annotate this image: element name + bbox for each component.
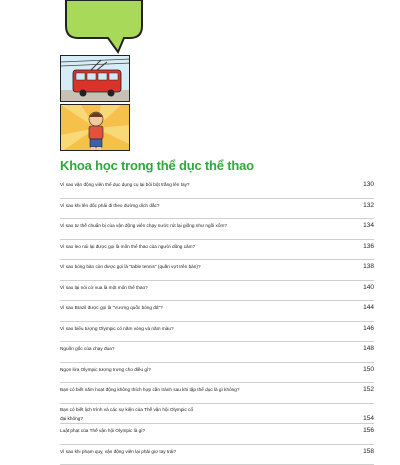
toc-item-page: 148 — [363, 345, 374, 352]
toc-item-page: 150 — [363, 366, 374, 373]
toc-item[interactable] — [60, 281, 374, 302]
toc-item[interactable] — [60, 240, 374, 261]
toc-item-page: 158 — [363, 448, 374, 455]
toc-item-page: 132 — [363, 202, 374, 209]
toc-item-page: 156 — [363, 427, 374, 434]
toc-item-page: 134 — [363, 222, 374, 229]
toc-item[interactable] — [60, 199, 374, 220]
toc-item-title: Bạn có biết năm hoạt động không thích hợp cần tránh sau khi tập thể dục là gì không? — [60, 387, 240, 392]
toc-item[interactable] — [60, 322, 374, 343]
toc-item[interactable] — [60, 383, 374, 404]
section-title: Khoa học trong thể dục thể thao — [60, 158, 254, 173]
toc-item-page: 136 — [363, 243, 374, 250]
toc-item-title: Vì sao khi lên dốc phải đi theo đường dích dắc? — [60, 203, 160, 208]
toc-item-title: Ngọn lửa Olympic tượng trưng cho điều gì? — [60, 367, 151, 372]
toc-item-title: Vì sao bóng bàn còn được gọi là "table tennis" (quần vợt trên bàn)? — [60, 264, 201, 269]
toc-item-page: 154 — [363, 415, 374, 422]
toc-item-title: Vì sao leo núi lại được gọi là môn thể thao của người dũng cảm? — [60, 244, 195, 249]
toc-item[interactable] — [60, 404, 374, 425]
toc-item[interactable] — [60, 219, 374, 240]
toc-item-title-line1: Bạn có biết lịch trình và các sự kiện của Thế vận hội Olympic cổ — [60, 407, 193, 412]
toc-item[interactable] — [60, 260, 374, 281]
table-of-contents — [60, 178, 374, 465]
toc-item-title: Vì sao lại nói cờ vua là một môn thể thao? — [60, 285, 148, 290]
toc-item-page: 130 — [363, 181, 374, 188]
toc-item-title: Vì sao biểu tượng Olympic có năm vòng và năm màu? — [60, 326, 174, 331]
toc-item-page: 144 — [363, 304, 374, 311]
toc-item-title: Vì sao tư thế chuẩn bị của vận động viên chạy nước rút lại giống như ngồi xổm? — [60, 223, 227, 228]
speech-bubble — [0, 0, 400, 60]
toc-item-title: Vì sao vận động viên thể dục dụng cụ lại bôi bột trắng lên tay? — [60, 182, 190, 187]
toc-item-title: Vì sao khi phạm quy, vận động viên lại phải giơ tay trái? — [60, 449, 176, 454]
boy-illustration — [60, 104, 130, 151]
toc-item[interactable] — [60, 363, 374, 384]
toc-item-page: 152 — [363, 386, 374, 393]
toc-item[interactable] — [60, 342, 374, 363]
toc-item-page: 138 — [363, 263, 374, 270]
toc-item-page: 146 — [363, 325, 374, 332]
toc-item[interactable] — [60, 178, 374, 199]
toc-item[interactable] — [60, 301, 374, 322]
trolleybus-illustration — [60, 55, 130, 102]
toc-item-title-line2: đại không? — [60, 416, 83, 421]
toc-item-title: Luật phạt của Thế vận hội Olympic là gì? — [60, 428, 145, 433]
toc-item[interactable] — [60, 424, 374, 445]
toc-item[interactable] — [60, 445, 374, 465]
toc-item-title: Vì sao Brazil được gọi là "Vương quốc bóng đá"? — [60, 305, 163, 310]
toc-item-title: Nguồn gốc của chạy đua? — [60, 346, 114, 351]
toc-item-page: 140 — [363, 284, 374, 291]
